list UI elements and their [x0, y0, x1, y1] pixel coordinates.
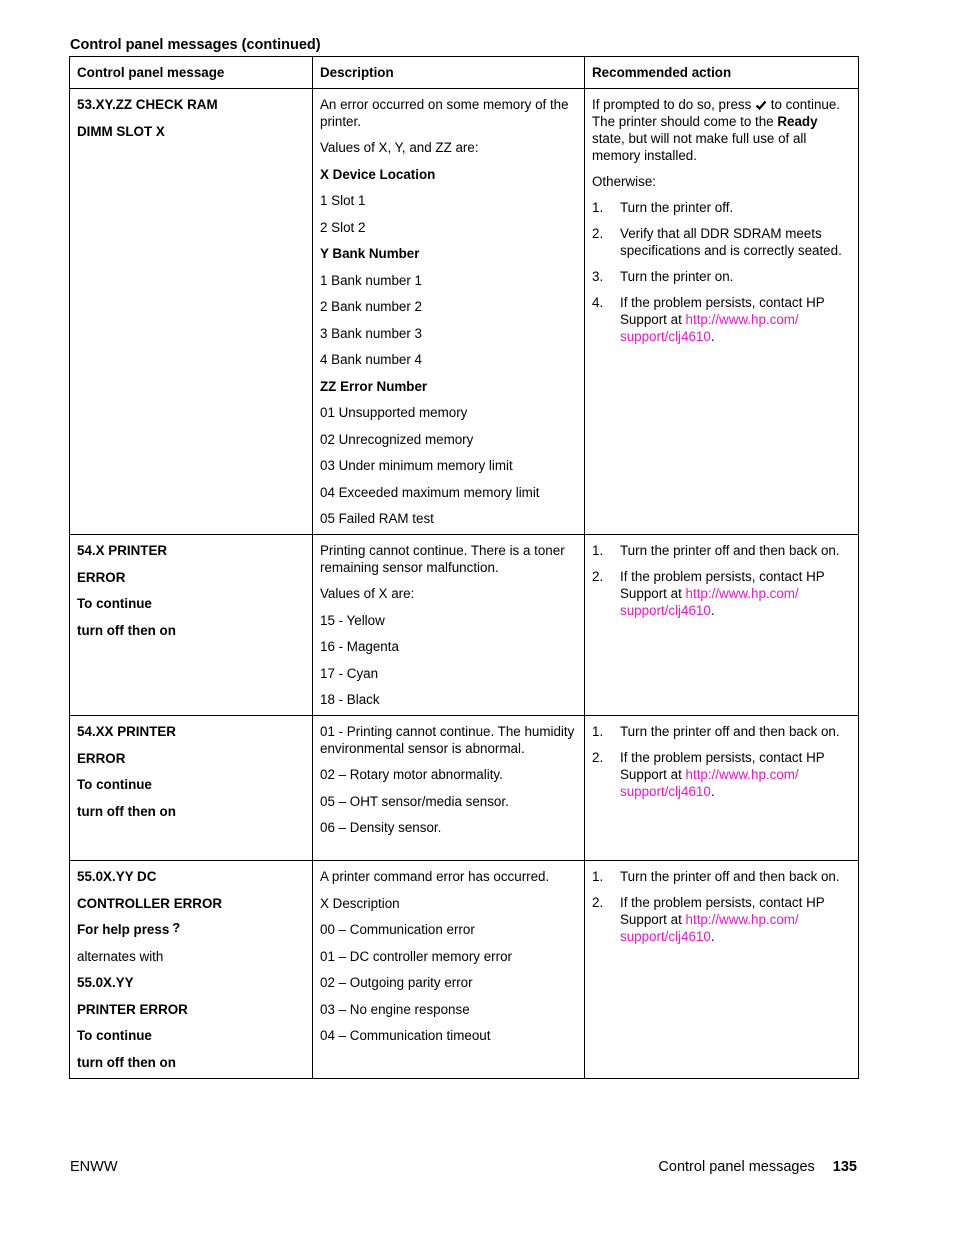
description-intro: Printing cannot continue. There is a toner remaining sensor malfunction. — [320, 543, 565, 575]
hp-support-link[interactable]: support/clj4610 — [620, 929, 711, 944]
message-line: 55.0X.YY DC — [77, 869, 157, 884]
message-cell — [70, 716, 313, 861]
hp-support-link[interactable]: http://www.hp.com/ — [685, 586, 799, 601]
action-steps — [592, 542, 852, 619]
description-line: 2 Slot 2 — [320, 219, 366, 235]
description-line: 02 – Outgoing parity error — [320, 975, 473, 990]
action-prompt-end: state, but will not make full use of all memory installed. — [592, 131, 807, 163]
control-panel-messages-table — [69, 56, 859, 1079]
list-item — [592, 268, 852, 285]
list-item — [592, 868, 852, 885]
table-row — [70, 535, 859, 716]
message-line: ERROR — [77, 750, 126, 766]
message-line: 53.XY.ZZ CHECK RAM — [77, 97, 218, 112]
message-line: CONTROLLER ERROR — [77, 895, 223, 911]
action-cell — [585, 535, 859, 716]
description-line: 1 Slot 1 — [320, 193, 366, 208]
step-text: If the problem persists, contact HP Support at — [620, 569, 825, 601]
description-line: 3 Bank number 3 — [320, 325, 422, 341]
description-line: Values of X are: — [320, 586, 415, 601]
message-line: 55.0X.YY — [77, 975, 134, 990]
table-row — [70, 89, 859, 535]
action-otherwise: Otherwise: — [592, 174, 656, 189]
step-number: 4. — [592, 295, 604, 310]
footer-enww: ENWW — [70, 1159, 118, 1175]
description-intro: An error occurred on some memory of the printer. — [320, 97, 569, 129]
step-text: Verify that all DDR SDRAM meets specifications and is correctly seated. — [620, 226, 842, 258]
help-icon: ? — [172, 920, 181, 935]
hp-support-link[interactable]: http://www.hp.com/ — [685, 312, 799, 327]
message-cell — [70, 89, 313, 535]
step-text: Turn the printer off and then back on. — [620, 869, 840, 884]
description-line: 1 Bank number 1 — [320, 272, 422, 288]
list-item — [592, 749, 852, 800]
description-cell — [313, 89, 585, 535]
step-text: If the problem persists, contact HP Support at — [620, 895, 825, 927]
step-number: 2. — [592, 226, 604, 241]
description-line: 17 - Cyan — [320, 665, 379, 681]
footer-section — [658, 1159, 857, 1175]
step-end: . — [710, 929, 715, 944]
step-number: 2. — [592, 569, 604, 584]
message-line: ERROR — [77, 569, 126, 585]
action-cell — [585, 716, 859, 861]
message-line: To continue — [77, 777, 152, 792]
list-item — [592, 199, 852, 216]
message-line: turn off then on — [77, 622, 176, 638]
description-cell — [313, 861, 585, 1079]
list-item — [592, 542, 852, 559]
step-text: Turn the printer off and then back on. — [620, 543, 840, 558]
message-line: alternates with — [77, 948, 164, 964]
description-line: 18 - Black — [320, 692, 380, 707]
action-prompt-before: If prompted to do so, press — [592, 97, 752, 112]
description-line: 05 Failed RAM test — [320, 511, 434, 526]
description-cell — [313, 716, 585, 861]
action-steps — [592, 199, 852, 345]
action-intro — [592, 96, 852, 164]
list-item — [592, 894, 852, 945]
help-prompt-text: For help press — [77, 922, 170, 937]
action-prompt-after: to continue. The printer should come to the — [592, 97, 841, 129]
list-item — [592, 723, 852, 740]
step-text: Turn the printer off. — [620, 200, 734, 215]
checkmark-icon — [755, 99, 767, 111]
description-line: 02 – Rotary motor abnormality. — [320, 767, 503, 782]
list-item — [592, 225, 852, 259]
step-end: . — [710, 603, 715, 618]
hp-support-link[interactable]: support/clj4610 — [620, 329, 711, 344]
table-caption: Control panel messages (continued) — [70, 37, 321, 53]
description-line: 16 - Magenta — [320, 639, 399, 654]
step-number: 1. — [592, 869, 604, 884]
action-steps — [592, 723, 852, 800]
message-cell — [70, 861, 313, 1079]
description-cell — [313, 535, 585, 716]
step-text: Turn the printer on. — [620, 269, 734, 284]
action-cell — [585, 861, 859, 1079]
step-text: If the problem persists, contact HP Support at — [620, 295, 825, 327]
message-line: To continue — [77, 596, 152, 611]
step-end: . — [710, 784, 715, 799]
hp-support-link[interactable]: http://www.hp.com/ — [685, 767, 799, 782]
description-intro: A printer command error has occurred. — [320, 869, 550, 884]
description-line: 00 – Communication error — [320, 922, 475, 937]
header-control-panel-message: Control panel message — [70, 57, 313, 89]
step-text: Turn the printer off and then back on. — [620, 724, 840, 739]
description-line: 01 – DC controller memory error — [320, 948, 512, 964]
hp-support-link[interactable]: support/clj4610 — [620, 784, 711, 799]
step-number: 1. — [592, 200, 604, 215]
description-line: 15 - Yellow — [320, 612, 385, 628]
step-number: 1. — [592, 724, 604, 739]
description-subheading: ZZ Error Number — [320, 378, 428, 394]
message-cell — [70, 535, 313, 716]
footer-section-title: Control panel messages — [658, 1159, 815, 1175]
step-number: 2. — [592, 895, 604, 910]
description-line: Values of X, Y, and ZZ are: — [320, 140, 479, 155]
description-line: 06 – Density sensor. — [320, 820, 442, 835]
list-item — [592, 568, 852, 619]
page-number: 135 — [832, 1159, 857, 1175]
hp-support-link[interactable]: http://www.hp.com/ — [685, 912, 799, 927]
step-number: 2. — [592, 750, 604, 765]
step-number: 1. — [592, 543, 604, 558]
hp-support-link[interactable]: support/clj4610 — [620, 603, 711, 618]
table-header-row — [70, 57, 859, 89]
description-line: 04 – Communication timeout — [320, 1028, 491, 1043]
message-line: To continue — [77, 1028, 152, 1043]
table-row — [70, 716, 859, 861]
message-line: turn off then on — [77, 803, 176, 819]
message-line: PRINTER ERROR — [77, 1001, 188, 1017]
message-line: turn off then on — [77, 1054, 176, 1070]
header-description: Description — [313, 57, 585, 89]
description-subheading: X Device Location — [320, 166, 436, 182]
message-line — [77, 921, 306, 938]
header-recommended-action: Recommended action — [585, 57, 859, 89]
action-cell — [585, 89, 859, 535]
description-line: 03 Under minimum memory limit — [320, 458, 513, 473]
description-line: 4 Bank number 4 — [320, 352, 422, 367]
table-row — [70, 861, 859, 1079]
ready-state: Ready — [777, 114, 818, 129]
description-line: 04 Exceeded maximum memory limit — [320, 484, 540, 500]
description-subheading: Y Bank Number — [320, 246, 420, 261]
message-line: 54.XX PRINTER — [77, 724, 176, 739]
description-line: 01 Unsupported memory — [320, 405, 468, 420]
list-item — [592, 294, 852, 345]
step-end: . — [710, 329, 715, 344]
message-line: DIMM SLOT X — [77, 123, 165, 139]
step-text: If the problem persists, contact HP Support at — [620, 750, 825, 782]
description-line: 03 – No engine response — [320, 1001, 470, 1017]
description-line: 02 Unrecognized memory — [320, 431, 474, 447]
step-number: 3. — [592, 269, 604, 284]
description-line: X Description — [320, 895, 400, 911]
description-line: 2 Bank number 2 — [320, 299, 422, 314]
description-line: 05 – OHT sensor/media sensor. — [320, 793, 509, 809]
message-line: 54.X PRINTER — [77, 543, 168, 558]
description-intro: 01 - Printing cannot continue. The humidity environmental sensor is abnormal. — [320, 724, 575, 756]
action-steps — [592, 868, 852, 945]
